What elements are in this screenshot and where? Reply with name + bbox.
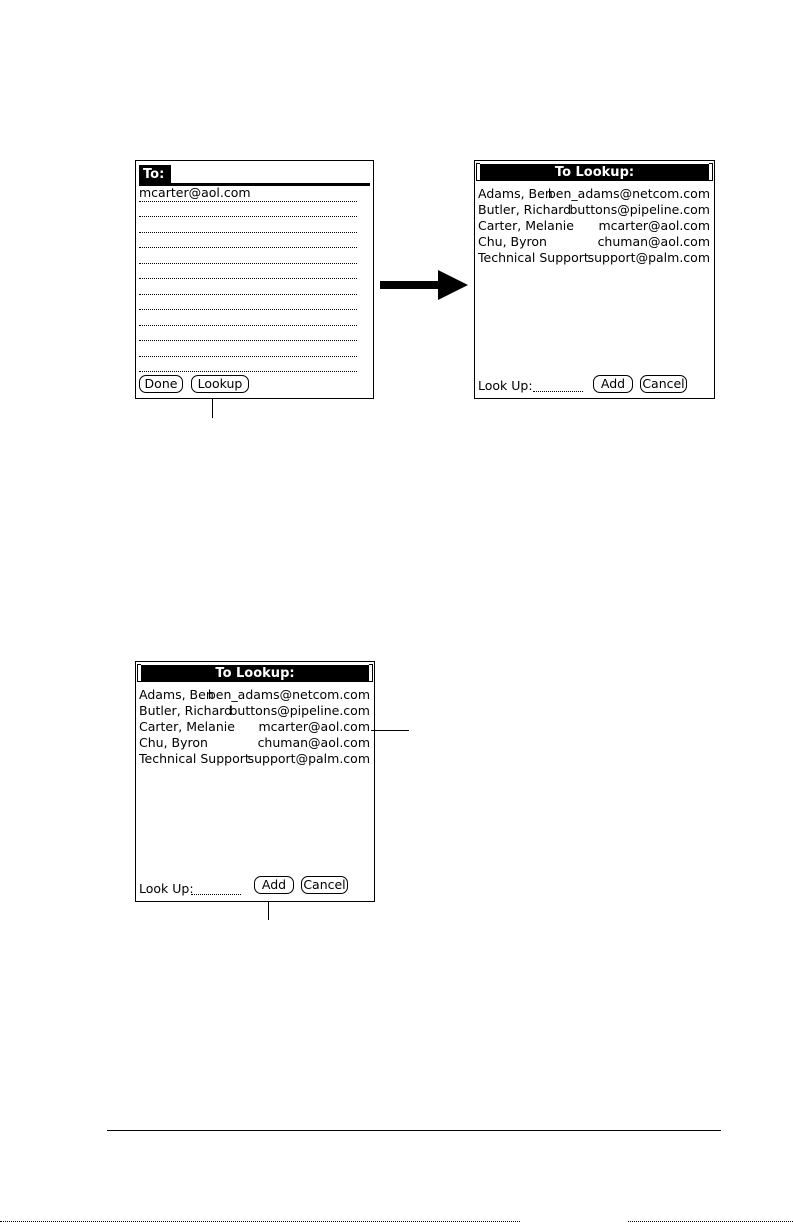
lookup-callout-line bbox=[212, 399, 213, 418]
contact-row[interactable] bbox=[139, 719, 370, 735]
contact-row[interactable] bbox=[139, 687, 370, 703]
contact-name: Technical Support bbox=[478, 250, 589, 265]
contact-email: support@palm.com bbox=[587, 250, 710, 265]
contact-list bbox=[478, 186, 710, 266]
to-line[interactable] bbox=[139, 279, 357, 295]
contact-email: support@palm.com bbox=[247, 751, 370, 766]
contact-row[interactable] bbox=[139, 735, 370, 751]
contact-name: Adams, Ben bbox=[478, 186, 553, 201]
to-address-lines[interactable] bbox=[139, 186, 357, 372]
contact-list bbox=[139, 687, 370, 767]
to-screen bbox=[135, 160, 374, 399]
contact-name: Butler, Richard bbox=[478, 202, 572, 217]
contact-name: Butler, Richard bbox=[139, 703, 233, 718]
contact-name: Carter, Melanie bbox=[139, 719, 235, 734]
contact-row[interactable] bbox=[139, 751, 370, 767]
look-up-label: Look Up: bbox=[139, 881, 194, 896]
lookup-screen bbox=[474, 160, 715, 399]
contact-name: Technical Support bbox=[139, 751, 250, 766]
contact-email: chuman@aol.com bbox=[257, 735, 370, 750]
to-line[interactable] bbox=[139, 295, 357, 311]
contact-row[interactable] bbox=[478, 234, 710, 250]
trim-line bbox=[628, 1221, 793, 1222]
contact-email: ben_adams@netcom.com bbox=[207, 687, 370, 702]
title-bracket-right bbox=[709, 163, 713, 181]
to-label: To: bbox=[139, 165, 171, 185]
done-button[interactable]: Done bbox=[139, 375, 183, 393]
to-line[interactable] bbox=[139, 310, 357, 326]
contact-callout-line bbox=[371, 730, 409, 731]
contact-name: Chu, Byron bbox=[139, 735, 208, 750]
cancel-button[interactable]: Cancel bbox=[640, 375, 687, 393]
lookup-title: To Lookup: bbox=[141, 665, 369, 682]
cancel-button[interactable]: Cancel bbox=[301, 876, 348, 894]
right-arrow-icon bbox=[380, 270, 468, 300]
add-button[interactable]: Add bbox=[254, 876, 294, 894]
contact-email: chuman@aol.com bbox=[597, 234, 710, 249]
to-line[interactable] bbox=[139, 326, 357, 342]
add-callout-line bbox=[268, 902, 269, 920]
footer-rule bbox=[107, 1130, 721, 1131]
to-line[interactable] bbox=[139, 357, 357, 373]
contact-row[interactable] bbox=[478, 218, 710, 234]
lookup-button[interactable]: Lookup bbox=[191, 375, 249, 393]
look-up-input[interactable] bbox=[533, 381, 583, 392]
to-header bbox=[139, 165, 370, 185]
to-line[interactable] bbox=[139, 202, 357, 218]
contact-name: Chu, Byron bbox=[478, 234, 547, 249]
to-line[interactable]: mcarter@aol.com bbox=[139, 186, 357, 202]
title-bracket-right bbox=[369, 664, 373, 682]
contact-email: buttons@pipeline.com bbox=[569, 202, 710, 217]
lookup-screen bbox=[135, 661, 375, 902]
contact-row[interactable] bbox=[478, 250, 710, 266]
contact-row[interactable] bbox=[478, 202, 710, 218]
look-up-input[interactable] bbox=[191, 884, 241, 895]
to-line[interactable] bbox=[139, 217, 357, 233]
to-line[interactable] bbox=[139, 341, 357, 357]
lookup-title: To Lookup: bbox=[480, 164, 709, 181]
trim-line bbox=[0, 1221, 520, 1222]
contact-email: mcarter@aol.com bbox=[258, 719, 370, 734]
contact-row[interactable] bbox=[139, 703, 370, 719]
contact-email: buttons@pipeline.com bbox=[229, 703, 370, 718]
to-line[interactable] bbox=[139, 233, 357, 249]
to-line[interactable] bbox=[139, 264, 357, 280]
contact-name: Carter, Melanie bbox=[478, 218, 574, 233]
to-line[interactable] bbox=[139, 248, 357, 264]
contact-row[interactable] bbox=[478, 186, 710, 202]
add-button[interactable]: Add bbox=[593, 375, 633, 393]
contact-email: mcarter@aol.com bbox=[598, 218, 710, 233]
contact-name: Adams, Ben bbox=[139, 687, 214, 702]
contact-email: ben_adams@netcom.com bbox=[547, 186, 710, 201]
look-up-label: Look Up: bbox=[478, 378, 533, 393]
